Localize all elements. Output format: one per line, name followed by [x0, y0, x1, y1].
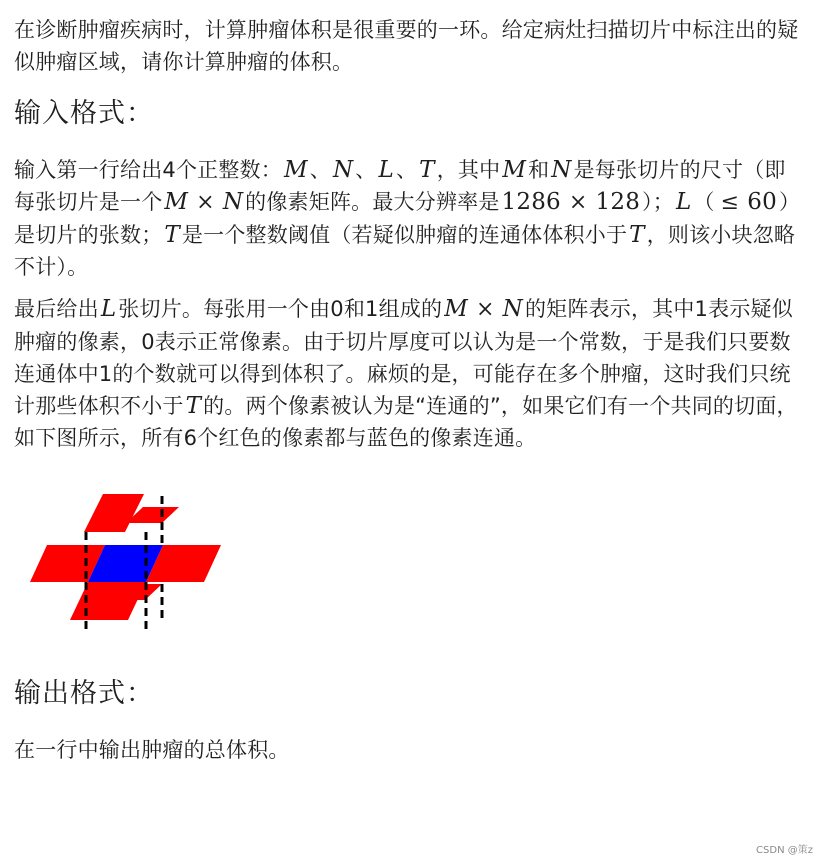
var-t: T — [419, 157, 435, 183]
input-text-2: ，其中 — [436, 158, 501, 182]
var-n: N — [551, 157, 572, 183]
input-text-6: ）； — [642, 190, 674, 214]
max-resolution-rows: 1286 — [501, 189, 561, 215]
var-m: M — [164, 189, 189, 215]
intro-paragraph: 在诊断肿瘤疾病时，计算肿瘤体积是很重要的一环。给定病灶扫描切片中标注出的疑似肿瘤区域，请你计算肿瘤的体积。 — [14, 18, 799, 74]
var-t: T — [185, 393, 202, 419]
red-pixel-lower — [70, 582, 146, 620]
input-text-4: 是每张切片的尺寸（即每张切片是一个 — [14, 158, 786, 214]
var-t: T — [629, 222, 645, 248]
times-symbol: × — [475, 297, 495, 322]
var-l: L — [675, 189, 692, 215]
input-text-9: 是一个整数阈值（若疑似肿瘤的连通体体积小于 — [181, 223, 628, 247]
le-symbol: ≤ — [720, 190, 740, 215]
slices-text-1: 最后给出 — [14, 297, 99, 321]
input-format-heading: 输入格式： — [14, 98, 154, 129]
input-text-10: ，则该小块忽略不计）。 — [14, 223, 796, 279]
input-format-paragraph — [14, 154, 804, 283]
input-text-7: （ — [693, 190, 715, 214]
times-symbol: × — [568, 190, 588, 215]
input-text-8: ）是切片的张数； — [14, 190, 801, 247]
red-pixel-upper — [84, 494, 144, 532]
max-slices: 60 — [747, 189, 777, 215]
var-n: N — [332, 157, 354, 183]
var-l: L — [100, 296, 117, 322]
output-format-heading: 输出格式： — [14, 678, 154, 709]
input-text-3: 和 — [528, 158, 550, 182]
var-n: N — [502, 296, 523, 322]
var-m: M — [444, 296, 468, 322]
var-n: N — [222, 189, 244, 215]
input-sep-3: 、 — [395, 158, 418, 182]
pixel-connectivity-figure — [28, 492, 224, 632]
var-l: L — [378, 157, 394, 183]
slices-text-2: 张切片。每张用一个由0和1组成的 — [118, 297, 443, 321]
var-t: T — [164, 222, 180, 248]
var-m: M — [502, 157, 527, 183]
problem-statement — [14, 14, 804, 766]
csdn-watermark: CSDN @策z — [756, 845, 813, 856]
slices-paragraph — [14, 293, 804, 454]
slices-text-4: 的。两个像素被认为是“连通的”，如果它们有一个共同的切面，如下图所示，所有6个红色的像素都与蓝色的像素连通。 — [14, 394, 798, 450]
slices-text-3: 的矩阵表示，其中1表示疑似肿瘤的像素，0表示正常像素。由于切片厚度可以认为是一个常数，于是我们只要数连通体中1的个数就可以得到体积了。麻烦的是，可能存在多个肿瘤，这时我们只统计那些体积不小于 — [14, 297, 793, 418]
input-sep-2: 、 — [355, 158, 377, 182]
input-text-5: 的像素矩阵。最大分辨率是 — [245, 190, 500, 214]
input-text-1: 输入第一行给出4个正整数： — [14, 158, 282, 182]
output-format-paragraph: 在一行中输出肿瘤的总体积。 — [14, 738, 290, 762]
max-resolution-cols: 128 — [595, 189, 641, 215]
var-m: M — [283, 157, 308, 183]
input-sep-1: 、 — [309, 158, 331, 182]
times-symbol: × — [196, 190, 215, 215]
